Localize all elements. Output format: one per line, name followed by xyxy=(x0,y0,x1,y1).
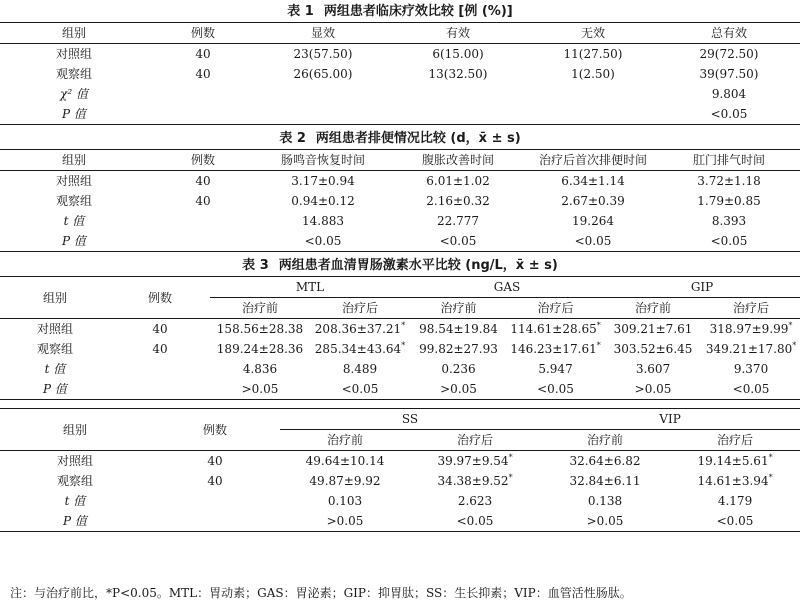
table3-part1 xyxy=(0,276,800,400)
table-cell: 114.61±28.65* xyxy=(510,321,601,336)
table-cell xyxy=(110,359,210,379)
table3-part2 xyxy=(0,408,800,532)
table-cell: 8.393 xyxy=(711,214,747,228)
table3-sub-header: 治疗后 xyxy=(733,301,770,315)
table-cell: 19.264 xyxy=(572,214,614,228)
table-cell: 观察组 xyxy=(36,342,73,356)
table2-number: 表 2 xyxy=(279,131,306,146)
table-cell: 49.64±10.14 xyxy=(305,454,385,468)
table-cell: 3.607 xyxy=(635,362,671,376)
table-cell: <0.05 xyxy=(341,382,379,396)
table3-sub-header: 治疗前 xyxy=(635,301,672,315)
table-cell: 40 xyxy=(195,47,211,61)
table-cell: t 值 xyxy=(64,494,86,508)
table-cell xyxy=(110,379,210,400)
table-cell: 40 xyxy=(152,322,168,336)
table-cell: 3.17±0.94 xyxy=(291,174,355,188)
table2-title: 两组患者排便情况比较 (d，x̄ ± s) xyxy=(315,131,521,146)
table2-header: 治疗后首次排便时间 xyxy=(538,153,647,167)
table-cell: 0.94±0.12 xyxy=(291,194,355,208)
table-cell: <0.05 xyxy=(456,514,494,528)
table-cell: 0.236 xyxy=(441,362,476,376)
table3-header: 例数 xyxy=(150,409,280,451)
table-cell: 285.34±43.64* xyxy=(314,341,406,356)
table3-number: 表 3 xyxy=(242,258,269,273)
stat-value: 9.804 xyxy=(711,87,747,101)
table-cell: 6.34±1.14 xyxy=(561,174,625,188)
table-cell: 22.777 xyxy=(437,214,479,228)
table-row xyxy=(0,491,800,511)
table-cell: 40 xyxy=(195,174,211,188)
table-cell: 4.179 xyxy=(717,494,753,508)
table-cell: 40 xyxy=(152,342,168,356)
table-cell xyxy=(150,491,280,511)
table3-group-header: GIP xyxy=(604,277,800,298)
table-cell: t 值 xyxy=(44,362,66,376)
table-cell: 208.36±37.21* xyxy=(314,321,406,336)
table-cell: 观察组 xyxy=(56,474,93,488)
table-cell: <0.05 xyxy=(710,234,748,248)
table1-header: 组别 xyxy=(61,26,86,40)
table3-group-header: SS xyxy=(280,409,540,430)
table-cell: 0.138 xyxy=(587,494,623,508)
table3-header: 组别 xyxy=(0,409,150,451)
table-cell: 98.54±19.84 xyxy=(419,322,498,336)
table-cell: 14.61±3.94* xyxy=(697,473,773,488)
table-row xyxy=(0,44,800,65)
table-cell: 2.623 xyxy=(457,494,493,508)
table1-title: 两组患者临床疗效比较 [例 (%)] xyxy=(323,4,513,19)
table-row xyxy=(0,319,800,340)
table3-sub-header: 治疗前 xyxy=(587,433,624,447)
table-cell: 309.21±7.61 xyxy=(613,322,693,336)
table-row xyxy=(0,191,800,211)
table-cell: >0.05 xyxy=(241,382,279,396)
table-cell: 对照组 xyxy=(55,174,92,188)
table-cell: 40 xyxy=(195,194,211,208)
stat-label: χ² 值 xyxy=(60,87,88,101)
table3-sub-header: 治疗后 xyxy=(457,433,494,447)
table2-header: 组别 xyxy=(61,153,86,167)
table1-caption xyxy=(0,2,800,22)
table-cell xyxy=(148,211,258,231)
table3-header: 组别 xyxy=(0,277,110,319)
table-cell: 0.103 xyxy=(327,494,363,508)
table-cell: 9.370 xyxy=(733,362,769,376)
table-cell: 29(72.50) xyxy=(699,47,759,61)
table-cell: 40 xyxy=(207,474,223,488)
table1-header: 无效 xyxy=(580,26,605,40)
table-row xyxy=(0,511,800,532)
table-cell: 2.16±0.32 xyxy=(426,194,490,208)
table-row xyxy=(0,64,800,84)
table-cell: 1.79±0.85 xyxy=(697,194,761,208)
table2-header: 肛门排气时间 xyxy=(692,153,765,167)
table-cell: 303.52±6.45 xyxy=(613,342,693,356)
table-row xyxy=(0,359,800,379)
table3-sub-header: 治疗前 xyxy=(440,301,477,315)
table-cell: >0.05 xyxy=(326,514,364,528)
table-cell: 349.21±17.80* xyxy=(705,341,797,356)
table-cell: 32.64±6.82 xyxy=(569,454,641,468)
table1-number: 表 1 xyxy=(287,4,314,19)
table1-header: 有效 xyxy=(445,26,470,40)
table-footnote: 注：与治疗前比，*P<0.05。MTL：胃动素；GAS：胃泌素；GIP：抑胃肽；SS：生长抑素；VIP：血管活性肠肽。 xyxy=(10,586,632,600)
table3-sub-header: 治疗后 xyxy=(342,301,379,315)
table-cell: 40 xyxy=(195,67,211,81)
table-cell: <0.05 xyxy=(716,514,754,528)
table-cell xyxy=(148,231,258,252)
table-cell: 13(32.50) xyxy=(428,67,488,81)
table3-group-header: GAS xyxy=(410,277,604,298)
table-cell: P 值 xyxy=(43,382,67,396)
table1-header-row xyxy=(0,23,800,44)
table-cell: 32.84±6.11 xyxy=(569,474,641,488)
table-cell: <0.05 xyxy=(439,234,477,248)
table-cell xyxy=(150,511,280,532)
table2-caption xyxy=(0,129,800,149)
table-cell: 6.01±1.02 xyxy=(426,174,490,188)
table-cell: 对照组 xyxy=(36,322,73,336)
table-cell: 对照组 xyxy=(56,454,93,468)
table-cell: 3.72±1.18 xyxy=(697,174,761,188)
table-cell: 5.947 xyxy=(538,362,573,376)
table2-header-row xyxy=(0,150,800,171)
table-cell: <0.05 xyxy=(537,382,574,396)
table-cell: 49.87±9.92 xyxy=(309,474,381,488)
table-cell: 26(65.00) xyxy=(293,67,353,81)
table-cell: 2.67±0.39 xyxy=(561,194,625,208)
table3-sub-header: 治疗前 xyxy=(241,301,278,315)
table-cell: P 值 xyxy=(63,514,87,528)
table-cell: >0.05 xyxy=(586,514,624,528)
table-cell: 158.56±28.38 xyxy=(216,322,304,336)
table2 xyxy=(0,149,800,252)
table-cell: t 值 xyxy=(63,214,85,228)
table-cell: 146.23±17.61* xyxy=(510,341,601,356)
table-row xyxy=(0,379,800,400)
table-cell: <0.05 xyxy=(304,234,342,248)
table-cell: 34.38±9.52* xyxy=(437,473,513,488)
stat-label: P 值 xyxy=(62,107,86,121)
table2-header: 腹胀改善时间 xyxy=(421,153,494,167)
table-cell: 11(27.50) xyxy=(563,47,623,61)
table3-title: 两组患者血清胃肠激素水平比较 (ng/L，x̄ ± s) xyxy=(278,258,558,273)
table-cell: 99.82±27.93 xyxy=(419,342,498,356)
table2-header: 肠鸣音恢复时间 xyxy=(280,153,365,167)
table3-group-header: MTL xyxy=(210,277,410,298)
table2-header: 例数 xyxy=(190,153,215,167)
table1 xyxy=(0,22,800,125)
table-row xyxy=(0,339,800,359)
table3-sub-header: 治疗后 xyxy=(717,433,754,447)
table-row xyxy=(0,84,800,104)
table-cell: 对照组 xyxy=(55,47,92,61)
table1-header: 总有效 xyxy=(710,26,747,40)
table-cell: 19.14±5.61* xyxy=(697,453,773,468)
table-cell: 23(57.50) xyxy=(293,47,353,61)
table3-caption xyxy=(0,256,800,276)
table3-header: 例数 xyxy=(110,277,210,319)
table-cell: <0.05 xyxy=(732,382,770,396)
table-cell: 40 xyxy=(207,454,223,468)
table3-sub-header: 治疗前 xyxy=(326,433,363,447)
table1-header: 例数 xyxy=(190,26,215,40)
stat-value: <0.05 xyxy=(710,107,748,121)
table-cell: P 值 xyxy=(62,234,86,248)
table-cell: >0.05 xyxy=(440,382,477,396)
table-cell: 39.97±9.54* xyxy=(437,453,513,468)
table3-group-header: VIP xyxy=(540,409,800,430)
table3-sub-header: 治疗后 xyxy=(537,301,574,315)
table1-header: 显效 xyxy=(310,26,335,40)
table-row xyxy=(0,171,800,192)
document-page xyxy=(0,2,800,607)
table-row xyxy=(0,451,800,472)
table-row xyxy=(0,211,800,231)
table-row xyxy=(0,231,800,252)
table-cell: 4.836 xyxy=(242,362,278,376)
table-cell: >0.05 xyxy=(634,382,672,396)
table-cell: 14.883 xyxy=(302,214,344,228)
table-cell: 观察组 xyxy=(55,67,92,81)
table-cell: 观察组 xyxy=(55,194,92,208)
table-cell: 189.24±28.36 xyxy=(216,342,304,356)
table-cell: 318.97±9.99* xyxy=(709,321,793,336)
table-cell: 39(97.50) xyxy=(699,67,759,81)
table-cell: 8.489 xyxy=(342,362,378,376)
table-cell: <0.05 xyxy=(574,234,612,248)
table-row xyxy=(0,104,800,125)
table-row xyxy=(0,471,800,491)
table-cell: 1(2.50) xyxy=(571,67,615,81)
table-cell: 6(15.00) xyxy=(432,47,484,61)
